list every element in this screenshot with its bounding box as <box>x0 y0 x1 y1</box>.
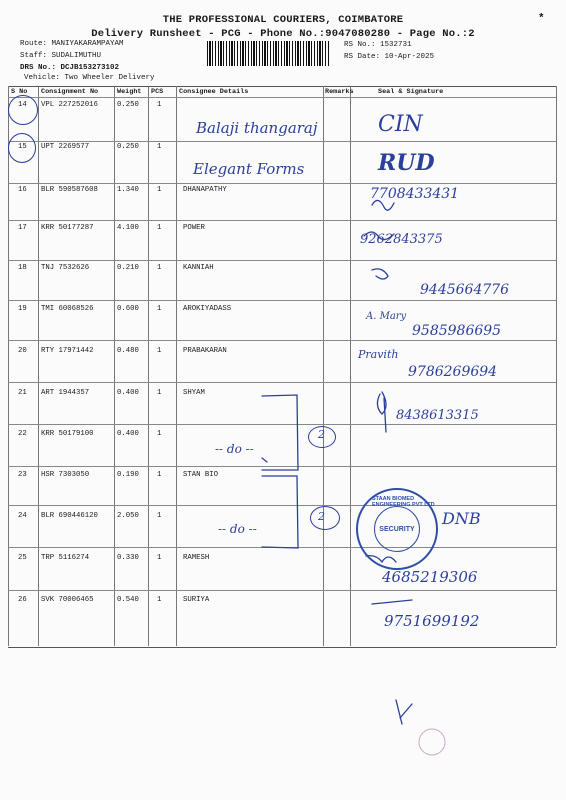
row-weight: 0.190 <box>117 471 139 479</box>
row-consignment-no: VPL 227252016 <box>41 101 98 109</box>
sno-circle-mark <box>8 95 38 125</box>
remark-circle-mark <box>310 506 340 530</box>
column-divider <box>323 86 324 646</box>
column-divider <box>114 86 115 646</box>
column-divider <box>8 86 9 646</box>
row-sno: 25 <box>18 554 27 562</box>
row-divider <box>8 382 556 383</box>
row-consignment-no: KRR 50179100 <box>41 430 94 438</box>
handwritten-signature: DNB <box>442 509 481 528</box>
row-sno: 26 <box>18 596 27 604</box>
row-consignee: PRABAKARAN <box>183 347 227 355</box>
row-pcs: 1 <box>157 389 162 397</box>
row-divider <box>8 547 556 548</box>
row-weight: 2.050 <box>117 512 139 520</box>
row-weight: 4.100 <box>117 224 139 232</box>
company-title: THE PROFESSIONAL COURIERS, COIMBATORE <box>162 14 404 26</box>
col-header-consignee: Consignee Details <box>179 88 249 96</box>
row-consignment-no: TMI 60068526 <box>41 305 94 313</box>
runsheet-subtitle: Delivery Runsheet - PCG - Phone No.:9047080280 - Page No.:2 <box>91 28 475 40</box>
handwritten-phone: 9262843375 <box>360 232 443 247</box>
row-sno: 18 <box>18 264 27 272</box>
col-header-remarks: Remarks <box>325 88 354 96</box>
handwritten-consignee: Balaji thangaraj <box>196 119 318 137</box>
handwritten-phone: 9751699192 <box>384 612 480 630</box>
stamp-ring-text: STAAN BIOMED ENGINEERING PVT LTD <box>372 496 435 508</box>
row-divider <box>8 183 556 184</box>
row-divider <box>8 424 556 425</box>
col-header-pcs: PCS <box>151 88 164 96</box>
row-pcs: 1 <box>157 347 162 355</box>
row-pcs: 1 <box>157 554 162 562</box>
row-weight: 1.340 <box>117 186 139 194</box>
row-divider <box>8 466 556 467</box>
row-consignment-no: SVK 70006465 <box>41 596 94 604</box>
row-consignee: RAMESH <box>183 554 210 562</box>
row-divider <box>8 340 556 341</box>
staff-label: Staff: SUDALIMUTHU <box>20 52 102 60</box>
row-pcs: 1 <box>157 224 162 232</box>
row-consignment-no: RTY 17971442 <box>41 347 94 355</box>
handwritten-phone: 4685219306 <box>382 568 478 586</box>
sno-circle-mark <box>8 133 36 163</box>
col-header-weight: Weight <box>117 88 142 96</box>
barcode <box>207 41 330 66</box>
handwritten-name: Pravith <box>358 348 399 361</box>
row-pcs: 1 <box>157 471 162 479</box>
col-header-consignment: Consignment No <box>41 88 99 96</box>
row-consignment-no: BLR 590587608 <box>41 186 98 194</box>
row-weight: 0.250 <box>117 143 139 151</box>
row-sno: 23 <box>18 471 27 479</box>
row-consignment-no: ART 1944357 <box>41 389 90 397</box>
remark-circle-mark <box>308 426 336 448</box>
row-sno: 21 <box>18 389 27 397</box>
handwritten-name: A. Mary <box>366 311 407 322</box>
row-divider <box>8 141 556 142</box>
rs-date: RS Date: 10-Apr-2025 <box>344 53 435 61</box>
company-stamp <box>356 488 438 570</box>
vehicle-label: Vehicle: Two Wheeler Delivery <box>24 74 155 82</box>
row-pcs: 1 <box>157 596 162 604</box>
row-divider <box>8 260 556 261</box>
handwritten-signature: CIN <box>378 112 423 137</box>
row-sno: 17 <box>18 224 27 232</box>
row-pcs: 1 <box>157 264 162 272</box>
row-consignee: KANNIAH <box>183 264 214 272</box>
row-pcs: 1 <box>157 186 162 194</box>
row-weight: 0.210 <box>117 264 139 272</box>
handwritten-signature: RUD <box>378 150 435 176</box>
row-consignee: SHYAM <box>183 389 205 397</box>
faint-stamp-mark <box>419 729 445 755</box>
handwritten-ditto: -- do -- <box>218 522 257 536</box>
row-pcs: 1 <box>157 512 162 520</box>
row-divider <box>8 505 556 506</box>
row-sno: 20 <box>18 347 27 355</box>
drs-number: DRS No.: DCJB153273102 <box>20 64 120 72</box>
row-sno: 19 <box>18 305 27 313</box>
handwritten-ditto: -- do -- <box>215 442 254 456</box>
row-consignee: AROKIYADASS <box>183 305 232 313</box>
row-pcs: 1 <box>157 101 162 109</box>
column-divider <box>148 86 149 646</box>
row-sno: 16 <box>18 186 27 194</box>
check-stroke <box>396 700 412 724</box>
route-label: Route: MANIYAKARAMPAYAM <box>20 40 124 48</box>
handwritten-consignee: Elegant Forms <box>193 160 305 178</box>
row-weight: 0.480 <box>117 347 139 355</box>
row-consignment-no: KRR 50177287 <box>41 224 94 232</box>
row-consignee: DHANAPATHY <box>183 186 227 194</box>
column-divider <box>176 86 177 646</box>
row-weight: 0.600 <box>117 305 139 313</box>
row-weight: 0.400 <box>117 389 139 397</box>
row-consignment-no: BLR 690446120 <box>41 512 98 520</box>
row-weight: 0.540 <box>117 596 139 604</box>
handwritten-phone: 8438613315 <box>396 408 479 423</box>
row-sno: 24 <box>18 512 27 520</box>
corner-mark: * <box>538 13 545 25</box>
handwritten-phone: 9585986695 <box>412 323 502 339</box>
handwritten-phone: 9445664776 <box>420 282 510 298</box>
column-divider <box>38 86 39 646</box>
row-pcs: 1 <box>157 430 162 438</box>
row-weight: 0.330 <box>117 554 139 562</box>
handwritten-phone: 7708433431 <box>370 186 460 202</box>
row-weight: 0.400 <box>117 430 139 438</box>
row-consignee: STAN BIO <box>183 471 219 479</box>
row-consignment-no: HSR 7303050 <box>41 471 90 479</box>
column-divider <box>350 86 351 646</box>
stamp-center-text: SECURITY <box>379 525 415 533</box>
row-consignment-no: UPT 2269577 <box>41 143 90 151</box>
col-header-sno: S No <box>11 88 28 96</box>
col-header-seal: Seal & Signature <box>378 88 444 96</box>
row-divider <box>8 590 556 591</box>
row-sno: 14 <box>18 101 27 109</box>
handwritten-remark: 2 <box>318 510 325 523</box>
stamp-center <box>374 506 420 552</box>
row-sno: 15 <box>18 143 27 151</box>
row-pcs: 1 <box>157 143 162 151</box>
row-pcs: 1 <box>157 305 162 313</box>
column-divider <box>556 86 557 646</box>
handwritten-phone: 9786269694 <box>408 364 498 380</box>
row-consignment-no: TRP 5116274 <box>41 554 90 562</box>
row-divider <box>8 300 556 301</box>
row-divider <box>8 220 556 221</box>
row-consignment-no: TNJ 7532626 <box>41 264 90 272</box>
rs-number: RS No.: 1532731 <box>344 41 412 49</box>
row-divider <box>8 97 556 98</box>
row-consignee: SURIYA <box>183 596 210 604</box>
handwritten-remark: 2 <box>318 428 325 441</box>
row-sno: 22 <box>18 430 27 438</box>
row-consignee: POWER <box>183 224 205 232</box>
row-weight: 0.250 <box>117 101 139 109</box>
